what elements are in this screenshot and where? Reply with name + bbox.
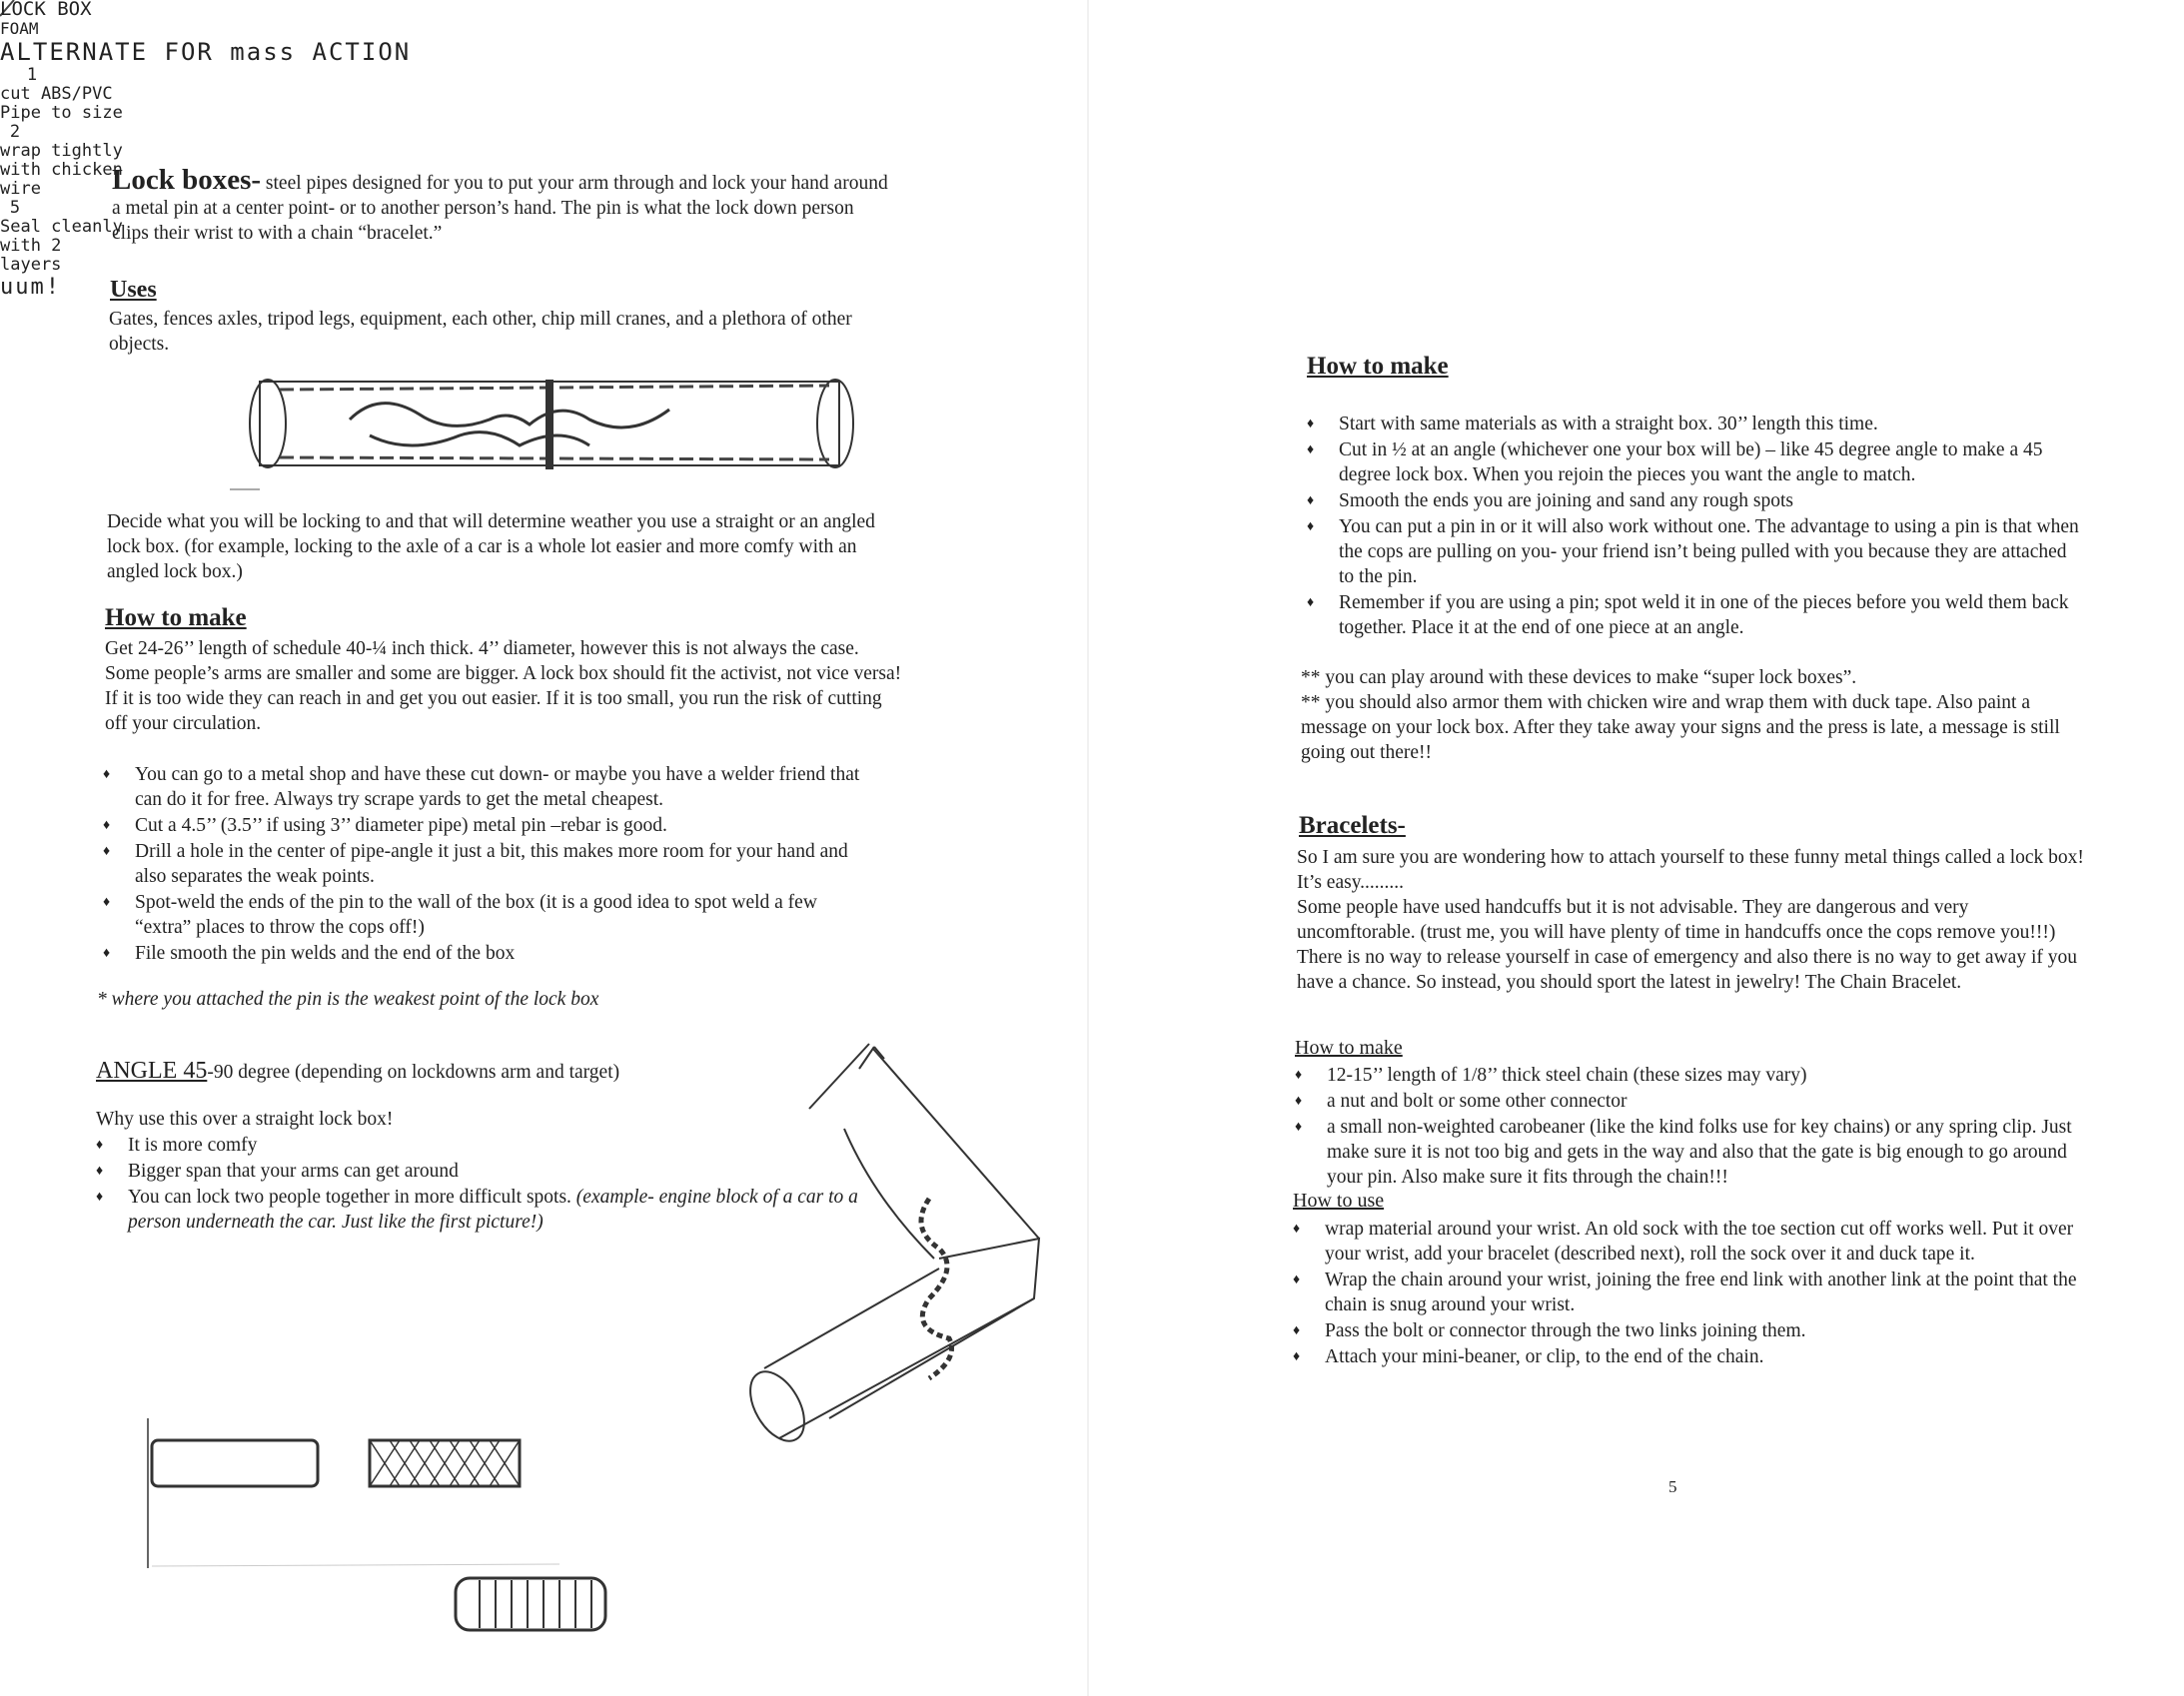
bullet-icon: ♦ [1293, 1323, 1301, 1338]
list-item: ♦ Drill a hole in the center of pipe-angle it just a bit, this makes more room for your hand and also separates the weak points. [103, 841, 848, 887]
list-item: ♦ Cut in ½ at an angle (whichever one your box will be) – like 45 degree angle to make a 45 degree lock box. When you rejoin the pieces you want the angle to match. [1307, 439, 2043, 485]
list-item: ♦ Attach your mini-beaner, or clip, to the end of the chain. [1293, 1346, 1764, 1367]
list-item: ♦ Bigger span that your arms can get around [96, 1161, 459, 1182]
how-to-make-list-right [1307, 412, 2086, 641]
bracelets-text: So I am sure you are wondering how to attach yourself to these funny metal things called a lock box! It’s easy......... Some people have used handcuffs but it is not advisable. They are dangerous and very uncomftorable. (trust me, you will have plenty of time in handcuffs once the cops remove you!!!) There is no way to release yourself in case of emergency and also there is no way to get away if you have a chance. So instead, you should sport the latest in jewelry! The Chain Bracelet. [1297, 847, 2084, 993]
page-number: 5 [1668, 1477, 1677, 1496]
angle-heading-rest: -90 degree (depending on lockdowns arm and target) [207, 1062, 620, 1083]
angle-heading: ANGLE 45 [96, 1058, 208, 1084]
alternate-sketch-title: ALTERNATE FOR mass ACTION [0, 38, 412, 66]
step-2-number: 2 [9, 122, 21, 142]
bullet-icon: ♦ [96, 1138, 104, 1153]
lock-boxes-intro-text: steel pipes designed for you to put your arm through and lock your hand around a metal pin at a center point- or to another person’s hand. The pin is what the lock down person clips their wrist to with a chain “bracelet.” [112, 173, 888, 244]
list-item: ♦ wrap material around your wrist. An old sock with the toe section cut off works well. Put it over your wrist, add your bracelet (described next), roll the sock over it and duck tape it. [1293, 1219, 2074, 1265]
how-to-make-list-left [103, 762, 872, 967]
pipe-left-end [250, 380, 286, 467]
bullet-icon: ♦ [1307, 595, 1315, 610]
sketch-aside: uum! [0, 275, 61, 300]
how-to-make-heading-right: How to make [1307, 353, 1449, 380]
alternate-sketch-drawing [140, 1418, 639, 1678]
bracelet-use-list [1293, 1217, 2082, 1370]
list-item: ♦ Start with same materials as with a straight box. 30’’ length this time. [1307, 414, 1878, 434]
bullet-icon: ♦ [96, 1190, 104, 1205]
weakest-point-note: * where you attached the pin is the weakest point of the lock box [97, 989, 599, 1010]
uses-text: Gates, fences axles, tripod legs, equipment, each other, chip mill cranes, and a plethora of other objects. [109, 309, 852, 355]
step-3-label: Seal cleanly with 2 layers [0, 217, 123, 275]
list-item: ♦ Cut a 4.5’’ (3.5’’ if using 3’’ diameter pipe) metal pin –rebar is good. [103, 815, 667, 836]
list-item: ♦ Pass the bolt or connector through the two links joining them. [1293, 1320, 1806, 1341]
bullet-icon: ♦ [1295, 1068, 1303, 1083]
list-item: ♦ Spot-weld the ends of the pin to the wall of the box (it is a good idea to spot weld a few “extra” places to throw the cops off!) [103, 892, 817, 938]
list-item: ♦ Remember if you are using a pin; spot weld it in one of the pieces before you weld them back together. Place it at the end of one piece at an angle. [1307, 592, 2069, 638]
bullet-icon: ♦ [96, 1164, 104, 1179]
list-item: ♦ File smooth the pin welds and the end of the box [103, 943, 516, 964]
chain-drawing [350, 404, 669, 427]
pipe-right-end [817, 380, 853, 467]
bracelets-heading: Bracelets- [1299, 812, 1406, 839]
step-3-number: 5 [9, 198, 21, 218]
step-2-label: wrap tightly with chicken wire [0, 141, 123, 199]
bullet-icon: ♦ [103, 946, 111, 961]
bullet-icon: ♦ [103, 767, 111, 782]
bracelet-how-to-use-heading: How to use [1293, 1190, 1385, 1212]
why-use-text: Why use this over a straight lock box! [96, 1109, 394, 1130]
left-page [0, 0, 1089, 1696]
bullet-icon: ♦ [1293, 1222, 1301, 1237]
list-item: ♦ It is more comfy [96, 1135, 258, 1156]
list-item: ♦ You can go to a metal shop and have these cut down- or maybe you have a welder friend that can do it for free. Always try scrape yards to get the metal cheapest. [103, 764, 860, 810]
list-item: ♦ a small non-weighted carobeaner (like the kind folks use for key chains) or any spring clip. Just make sure it is not too big and gets in the way and also that the gate is big enough to go around your pin. Also make sure it fits through the chain!!! [1295, 1117, 2072, 1188]
angle-heading-line [96, 1059, 815, 1085]
bracelet-how-to-make-heading: How to make [1295, 1037, 1403, 1059]
bullet-icon: ♦ [1307, 519, 1315, 534]
bullet-icon: ♦ [1295, 1094, 1303, 1109]
lock-boxes-title: Lock boxes- [112, 164, 262, 196]
center-pin [546, 380, 553, 469]
bullet-icon: ♦ [1295, 1120, 1303, 1135]
foam-label: FOAM [0, 19, 39, 38]
right-page [1089, 0, 2184, 1696]
step-1-number: 1 [26, 65, 38, 85]
bullet-icon: ♦ [1307, 417, 1315, 431]
how-to-make-heading-left: How to make [105, 604, 247, 631]
list-item: ♦ You can lock two people together in more difficult spots. (example- engine block of a car to a person underneath the car. Just like the first picture!) [96, 1187, 858, 1233]
list-item: ♦ Wrap the chain around your wrist, joining the free end link with another link at the point that the chain is snug around your wrist. [1293, 1270, 2077, 1315]
bullet-icon: ♦ [1293, 1349, 1301, 1364]
bullet-icon: ♦ [103, 844, 111, 859]
decide-text: Decide what you will be locking to and that will determine weather you use a straight or an angled lock box. (for example, locking to the axle of a car is a whole lot easier and more comfy with an angled lock box.) [107, 511, 875, 582]
angled-lock-box-sketch [749, 1039, 1079, 1448]
lock-box-label: LOCK BOX [0, 0, 92, 20]
list-item: ♦ 12-15’’ length of 1/8’’ thick steel chain (these sizes may vary) [1295, 1065, 1807, 1086]
bullet-icon: ♦ [103, 895, 111, 910]
tips-text: ** you can play around with these devices to make “super lock boxes”. ** you should also armor them with chicken wire and wrap them with duck tape. Also paint a message on your lock box. After they take away your signs and the press is late, a message is still going out there!! [1301, 667, 2060, 763]
bullet-icon: ♦ [103, 818, 111, 833]
bullet-icon: ♦ [1307, 493, 1315, 508]
bullet-icon: ♦ [1307, 442, 1315, 457]
hand-drawing [370, 432, 589, 445]
list-item: ♦ You can put a pin in or it will also work without one. The advantage to using a pin is that when the cops are pulling on you- your friend isn’t being pulled with you because they are attached to the pin. [1307, 516, 2079, 587]
pipe-wall-hatching [280, 386, 829, 459]
pvc-pipe-sketch [152, 1440, 318, 1486]
lock-box-drawing [240, 340, 879, 499]
list-item: ♦ Smooth the ends you are joining and sand any rough spots [1307, 490, 1793, 511]
step-1-label: cut ABS/PVC Pipe to size [0, 84, 123, 123]
sealed-pipe-sketch [456, 1578, 605, 1630]
list-item: ♦ a nut and bolt or some other connector [1295, 1091, 1628, 1112]
lock-boxes-intro [112, 164, 891, 246]
bracelet-make-list [1295, 1063, 2084, 1191]
uses-heading: Uses [110, 277, 157, 303]
bullet-icon: ♦ [1293, 1272, 1301, 1287]
how-to-make-text-left: Get 24-26’’ length of schedule 40-¼ inch thick. 4’’ diameter, however this is not always the case. Some people’s arms are smaller and some are bigger. A lock box should fit the activist, not vice versa! If it is too wide they can reach in and get you out easier. If it is too small, you run the risk of cutting off your circulation. [105, 638, 902, 734]
